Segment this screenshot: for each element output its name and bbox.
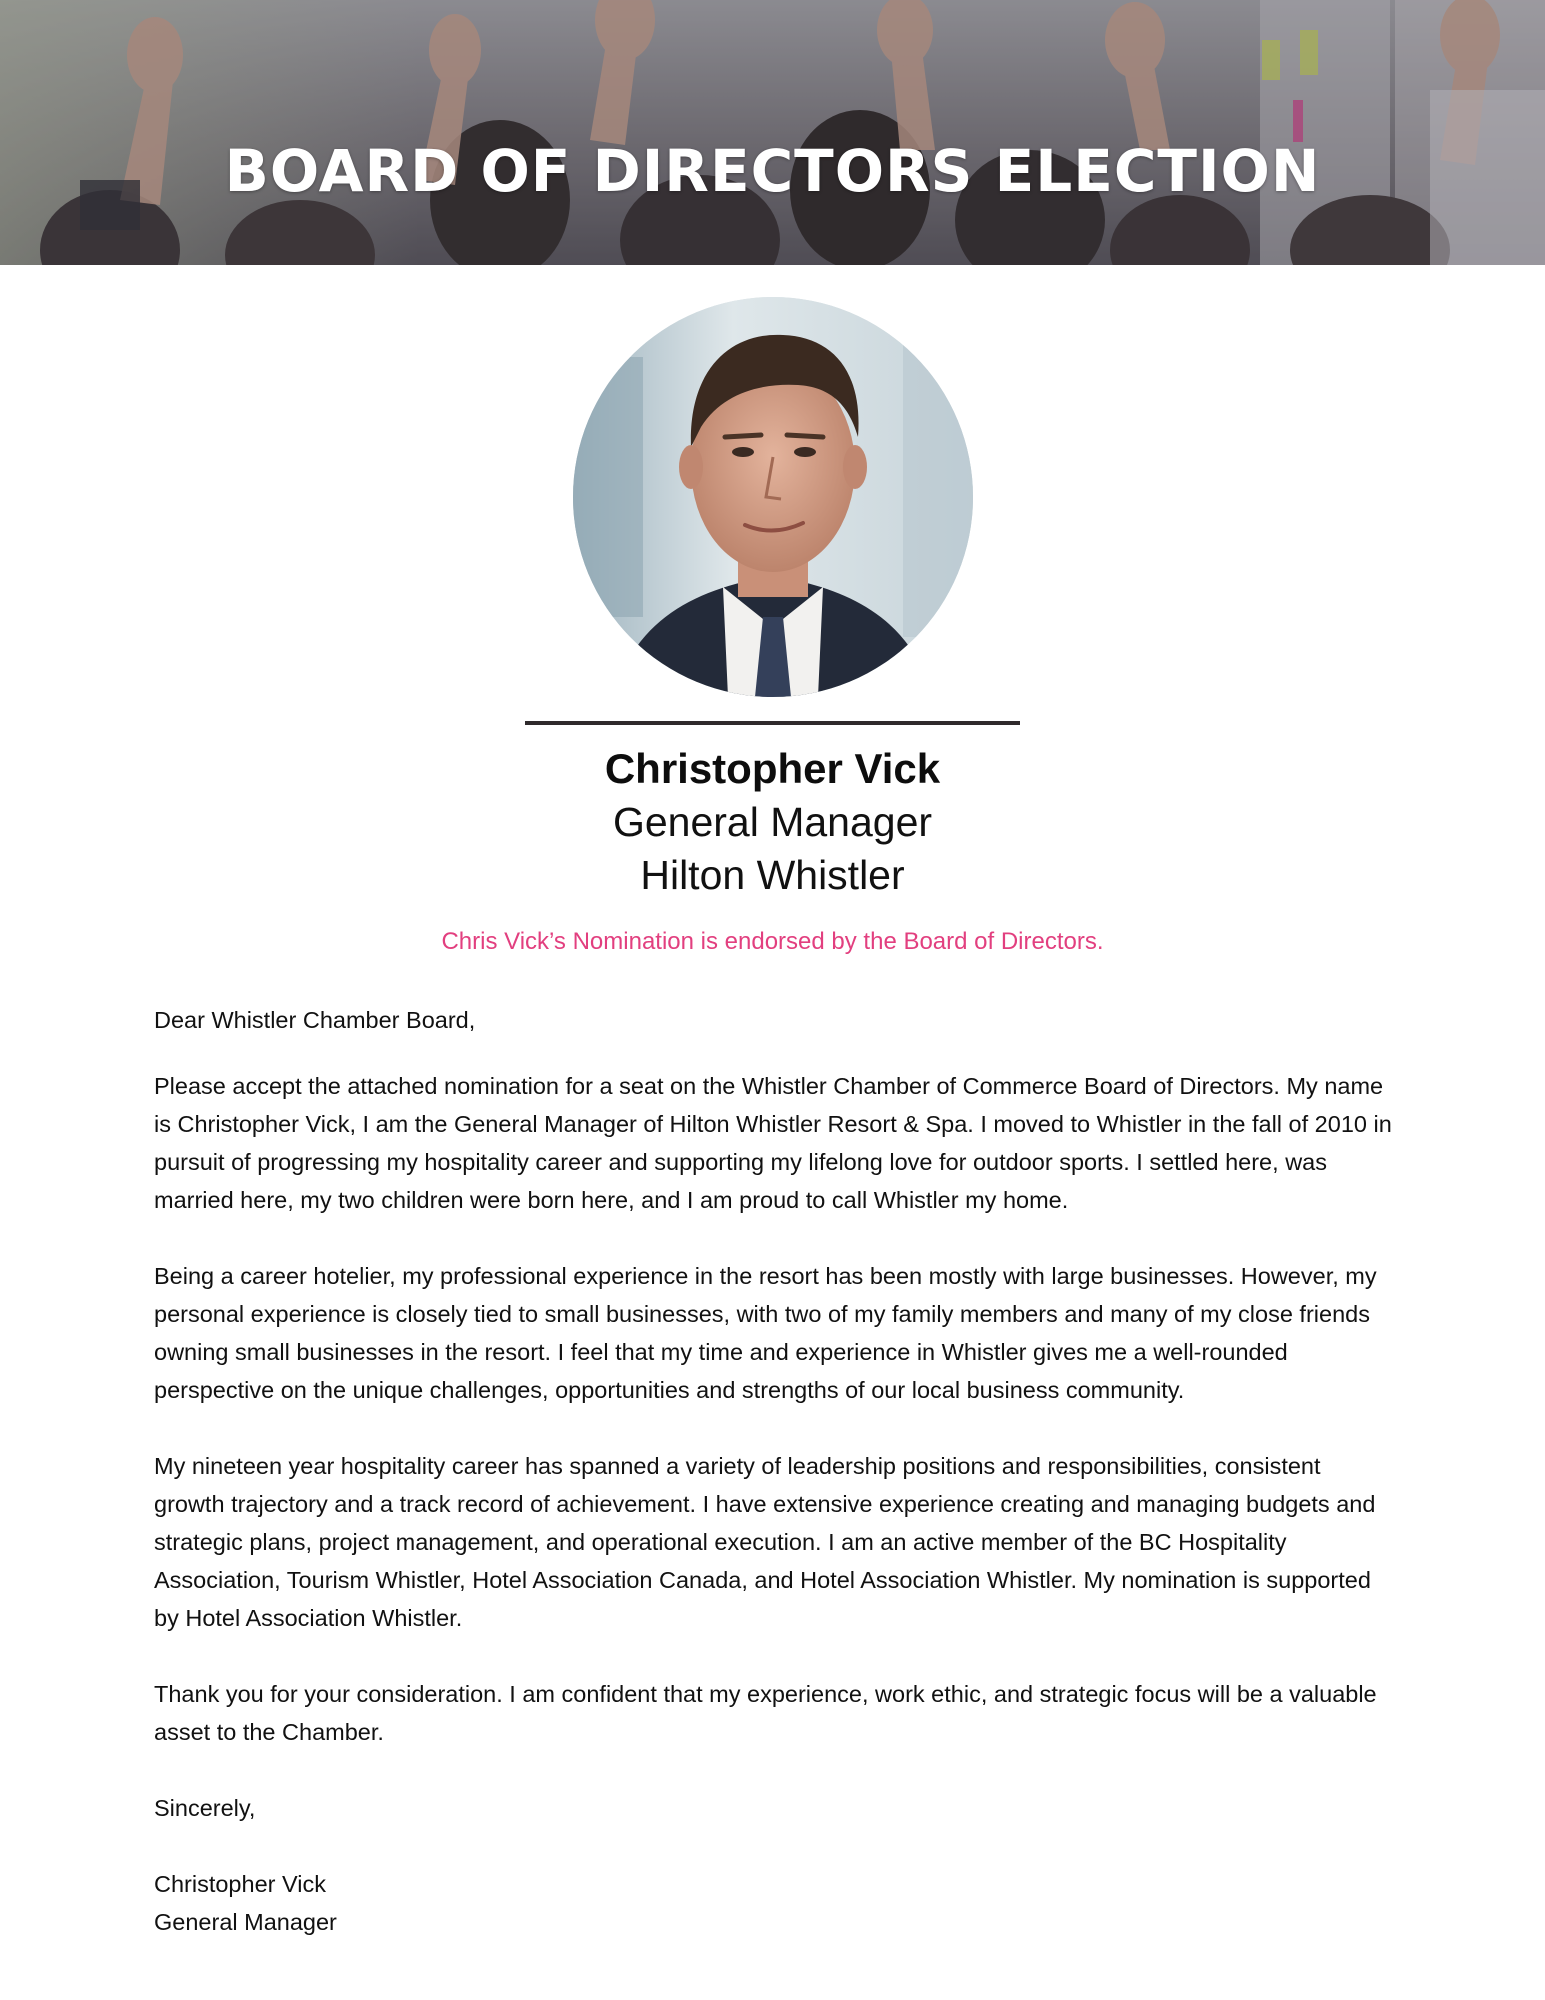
candidate-organization: Hilton Whistler bbox=[640, 852, 905, 898]
banner-title: BOARD OF DIRECTORS ELECTION bbox=[224, 137, 1321, 205]
letter-closing: Sincerely, bbox=[154, 1795, 256, 1821]
letter-paragraph: Being a career hotelier, my professional experience in the resort has been mostly with large businesses. However, my personal experience is closely tied to small businesses, with two of my family members and many of my close friends owning small businesses in the resort. I feel that my time and experience in Whistler gives me a well-rounded perspective on the unique challenges, opportunities and strengths of our local business community. bbox=[154, 1263, 1377, 1403]
candidate-name: Christopher Vick bbox=[604, 745, 941, 792]
header-banner bbox=[0, 0, 1545, 265]
letter-paragraph: Thank you for your consideration. I am confident that my experience, work ethic, and strategic focus will be a valuable asset to the Chamber. bbox=[154, 1681, 1377, 1745]
candidate-title: General Manager bbox=[612, 799, 933, 845]
letter-paragraph: My nineteen year hospitality career has spanned a variety of leadership positions and responsibilities, consistent growth trajectory and a track record of achievement. I have extensive experience creating and managing budgets and strategic plans, project management, and operational execution. I am an active member of the BC Hospitality Association, Tourism Whistler, Hotel Association Canada, and Hotel Association Whistler. My nomination is supported by Hotel Association Whistler. bbox=[154, 1453, 1376, 1631]
name-divider bbox=[525, 721, 1020, 725]
letter-salutation: Dear Whistler Chamber Board, bbox=[154, 1007, 476, 1033]
signature-name: Christopher Vick bbox=[154, 1871, 326, 1897]
signature-title: General Manager bbox=[154, 1909, 337, 1935]
raised-hands-photo bbox=[0, 0, 1545, 265]
nomination-letter bbox=[154, 1001, 1394, 1941]
letter-paragraph: Please accept the attached nomination for a seat on the Whistler Chamber of Commerce Board of Directors. My name is Christopher Vick, I am the General Manager of Hilton Whistler Resort & Spa. I moved to Whistler in the fall of 2010 in pursuit of progressing my hospitality career and supporting my lifelong love for outdoor sports. I settled here, was married here, my two children were born here, and I am proud to call Whistler my home. bbox=[154, 1073, 1392, 1213]
candidate-headshot-photo bbox=[573, 297, 973, 697]
endorsement-note: Chris Vick’s Nomination is endorsed by the Board of Directors. bbox=[441, 928, 1104, 955]
